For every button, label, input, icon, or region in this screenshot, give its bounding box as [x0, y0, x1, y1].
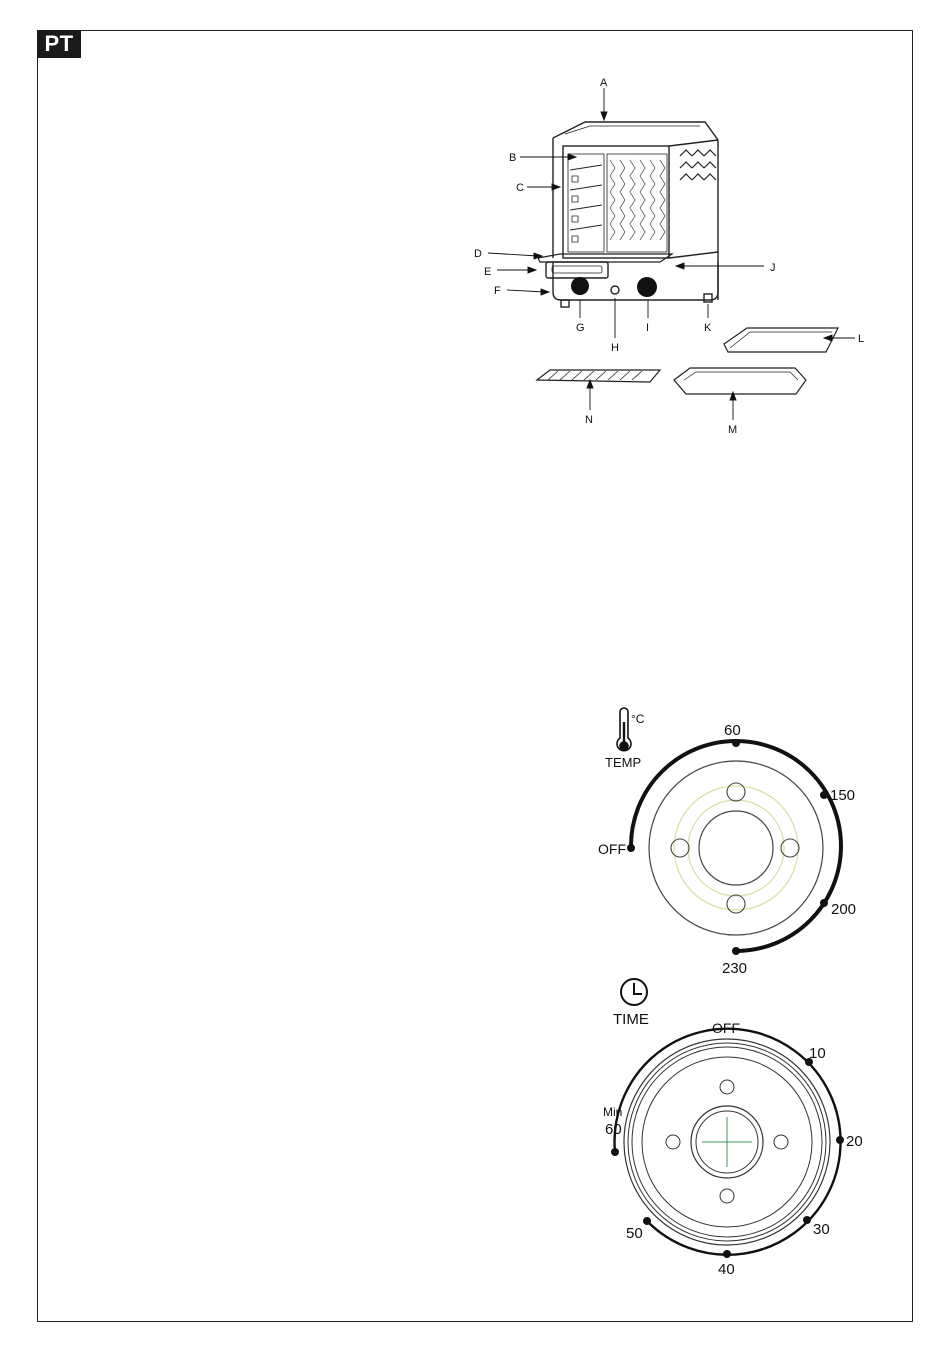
time-mark-40: 40 — [718, 1261, 735, 1278]
part-label-l: L — [858, 333, 865, 345]
part-label-n: N — [585, 414, 593, 426]
part-label-d: D — [474, 248, 482, 260]
part-label-f: F — [494, 285, 501, 297]
time-mark-50: 50 — [626, 1225, 643, 1242]
time-mark-30: 30 — [813, 1221, 830, 1238]
temp-caption: TEMP — [605, 755, 642, 770]
time-mark-60: 60 — [605, 1121, 622, 1138]
temp-mark-150: 150 — [830, 787, 856, 804]
temp-mark-off: OFF — [598, 841, 626, 857]
part-label-a: A — [600, 77, 608, 89]
part-label-k: K — [704, 322, 712, 334]
part-label-j: J — [770, 262, 776, 274]
temp-unit-label: °C — [631, 712, 645, 726]
time-mark-20: 20 — [846, 1133, 863, 1150]
part-label-c: C — [516, 182, 524, 194]
part-label-b: B — [509, 152, 517, 164]
language-badge: PT — [37, 30, 81, 58]
part-label-e: E — [484, 266, 492, 278]
part-label-h: H — [611, 342, 619, 354]
time-mark-10: 10 — [809, 1045, 826, 1062]
temp-mark-200: 200 — [831, 901, 857, 918]
part-label-i: I — [646, 322, 650, 334]
clock-icon — [621, 979, 647, 1005]
time-mark-off: OFF — [712, 1020, 740, 1036]
temp-mark-230: 230 — [722, 960, 748, 977]
time-caption: TIME — [613, 1011, 649, 1028]
part-label-m: M — [728, 424, 738, 436]
time-unit-label: Min — [603, 1105, 623, 1119]
part-label-g: G — [576, 322, 585, 334]
temp-mark-60: 60 — [724, 722, 741, 739]
